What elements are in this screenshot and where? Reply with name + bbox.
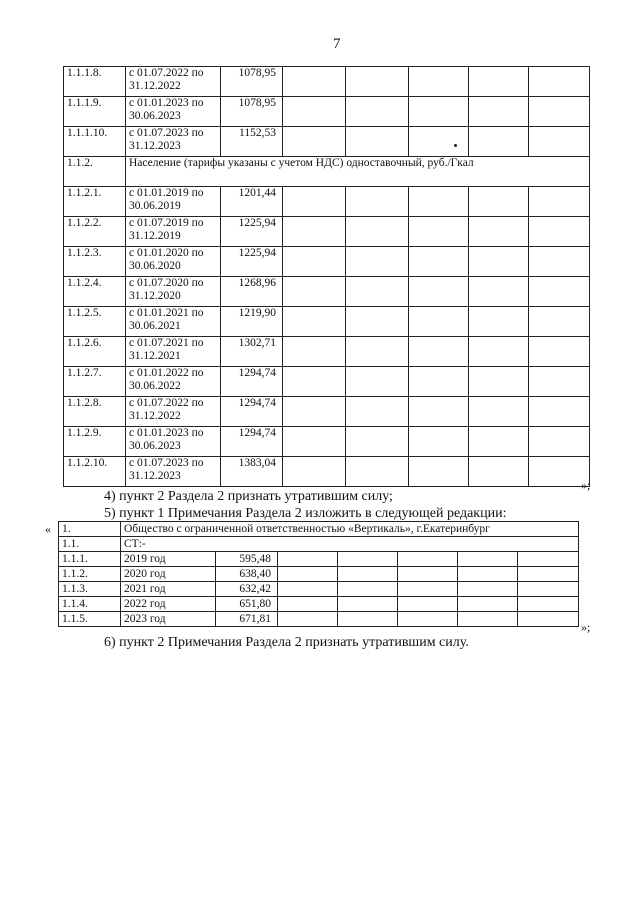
row-value: 1294,74 — [221, 427, 283, 457]
empty-cell — [529, 427, 590, 457]
empty-cell — [469, 307, 529, 337]
empty-cell — [409, 127, 469, 157]
table-row — [59, 612, 579, 627]
table2-close-quote: »; — [581, 620, 591, 634]
empty-cell — [409, 337, 469, 367]
table-row — [64, 337, 590, 367]
empty-cell — [409, 67, 469, 97]
empty-cell — [338, 597, 398, 612]
empty-cell — [409, 397, 469, 427]
empty-cell — [469, 367, 529, 397]
table-row — [64, 187, 590, 217]
empty-cell — [346, 217, 409, 247]
paragraph-4: 4) пункт 2 Раздела 2 признать утратившим силу; — [104, 489, 393, 504]
empty-cell — [338, 582, 398, 597]
row-code: 1.1.2. — [59, 567, 121, 582]
tariff-table — [63, 66, 590, 487]
row-code: 1.1.2.2. — [64, 217, 126, 247]
table-row — [59, 597, 579, 612]
empty-cell — [529, 367, 590, 397]
row-year: 2022 год — [121, 597, 216, 612]
row-value: 1294,74 — [221, 397, 283, 427]
empty-cell — [409, 97, 469, 127]
empty-cell — [469, 127, 529, 157]
empty-cell — [283, 217, 346, 247]
empty-cell — [529, 187, 590, 217]
org-sub-row — [59, 537, 579, 552]
empty-cell — [398, 567, 458, 582]
empty-cell — [346, 97, 409, 127]
row-period: с 01.01.2023 по 30.06.2023 — [126, 427, 221, 457]
row-code: 1.1.2.1. — [64, 187, 126, 217]
empty-cell — [518, 597, 579, 612]
org-header-row — [59, 522, 579, 537]
table-row — [64, 367, 590, 397]
empty-cell — [469, 427, 529, 457]
empty-cell — [469, 277, 529, 307]
empty-cell — [283, 187, 346, 217]
row-value: 1078,95 — [221, 67, 283, 97]
row-period: с 01.07.2022 по 31.12.2022 — [126, 397, 221, 427]
empty-cell — [469, 67, 529, 97]
empty-cell — [469, 247, 529, 277]
row-period: с 01.07.2019 по 31.12.2019 — [126, 217, 221, 247]
empty-cell — [529, 277, 590, 307]
empty-cell — [283, 427, 346, 457]
row-value: 1302,71 — [221, 337, 283, 367]
table-row — [64, 277, 590, 307]
empty-cell — [278, 597, 338, 612]
table-row — [64, 397, 590, 427]
row-value: 1383,04 — [221, 457, 283, 487]
empty-cell — [518, 612, 579, 627]
empty-cell — [529, 97, 590, 127]
empty-cell — [283, 67, 346, 97]
organization-table — [58, 521, 579, 627]
row-period: с 01.01.2023 по 30.06.2023 — [126, 97, 221, 127]
row-value: 1225,94 — [221, 247, 283, 277]
empty-cell — [283, 397, 346, 427]
empty-cell — [518, 567, 579, 582]
row-period: с 01.01.2019 по 30.06.2019 — [126, 187, 221, 217]
table-row — [64, 67, 590, 97]
paragraph-6: 6) пункт 2 Примечания Раздела 2 признать утратившим силу. — [104, 635, 469, 650]
table-row — [64, 457, 590, 487]
empty-cell — [346, 247, 409, 277]
row-value: 595,48 — [216, 552, 278, 567]
empty-cell — [338, 612, 398, 627]
empty-cell — [529, 127, 590, 157]
row-period: с 01.07.2020 по 31.12.2020 — [126, 277, 221, 307]
empty-cell — [346, 307, 409, 337]
empty-cell — [278, 567, 338, 582]
section-label: Население (тарифы указаны с учетом НДС) одноставочный, руб./Гкал — [126, 157, 590, 187]
table-row — [59, 552, 579, 567]
empty-cell — [283, 367, 346, 397]
row-code: 1.1.5. — [59, 612, 121, 627]
empty-cell — [346, 457, 409, 487]
empty-cell — [398, 597, 458, 612]
table-row — [64, 427, 590, 457]
row-period: с 01.01.2021 по 30.06.2021 — [126, 307, 221, 337]
empty-cell — [346, 127, 409, 157]
sub-code: 1.1. — [59, 537, 121, 552]
empty-cell — [346, 67, 409, 97]
empty-cell — [409, 427, 469, 457]
row-period: с 01.07.2022 по 31.12.2022 — [126, 67, 221, 97]
row-year: 2021 год — [121, 582, 216, 597]
empty-cell — [283, 97, 346, 127]
row-year: 2020 год — [121, 567, 216, 582]
empty-cell — [529, 217, 590, 247]
row-value: 1201,44 — [221, 187, 283, 217]
row-value: 651,80 — [216, 597, 278, 612]
table-row — [59, 582, 579, 597]
empty-cell — [409, 217, 469, 247]
empty-cell — [409, 367, 469, 397]
row-code: 1.1.3. — [59, 582, 121, 597]
row-code: 1.1.2.6. — [64, 337, 126, 367]
stray-dot — [454, 144, 457, 147]
empty-cell — [278, 552, 338, 567]
empty-cell — [283, 457, 346, 487]
empty-cell — [469, 457, 529, 487]
empty-cell — [409, 277, 469, 307]
row-value: 1268,96 — [221, 277, 283, 307]
row-year: 2019 год — [121, 552, 216, 567]
empty-cell — [409, 247, 469, 277]
table-row — [64, 307, 590, 337]
page-number: 7 — [333, 36, 341, 52]
row-code: 1.1.1. — [59, 552, 121, 567]
empty-cell — [469, 187, 529, 217]
empty-cell — [398, 612, 458, 627]
row-year: 2023 год — [121, 612, 216, 627]
empty-cell — [338, 567, 398, 582]
table-row — [59, 567, 579, 582]
empty-cell — [346, 337, 409, 367]
row-value: 638,40 — [216, 567, 278, 582]
empty-cell — [283, 307, 346, 337]
empty-cell — [338, 552, 398, 567]
table1-close-quote: »; — [581, 478, 591, 492]
row-code: 1.1.2.8. — [64, 397, 126, 427]
table-row — [64, 127, 590, 157]
empty-cell — [409, 307, 469, 337]
row-code: 1.1.4. — [59, 597, 121, 612]
empty-cell — [458, 552, 518, 567]
empty-cell — [518, 552, 579, 567]
row-value: 1078,95 — [221, 97, 283, 127]
row-code: 1.1.2.9. — [64, 427, 126, 457]
org-code: 1. — [59, 522, 121, 537]
empty-cell — [529, 247, 590, 277]
empty-cell — [469, 97, 529, 127]
empty-cell — [346, 187, 409, 217]
empty-cell — [529, 307, 590, 337]
row-period: с 01.07.2021 по 31.12.2021 — [126, 337, 221, 367]
empty-cell — [458, 612, 518, 627]
empty-cell — [458, 582, 518, 597]
empty-cell — [346, 397, 409, 427]
empty-cell — [283, 277, 346, 307]
row-value: 1225,94 — [221, 217, 283, 247]
empty-cell — [458, 597, 518, 612]
empty-cell — [398, 582, 458, 597]
row-period: с 01.07.2023 по 31.12.2023 — [126, 127, 221, 157]
empty-cell — [283, 337, 346, 367]
paragraph-5: 5) пункт 1 Примечания Раздела 2 изложить в следующей редакции: — [104, 506, 507, 521]
row-period: с 01.01.2022 по 30.06.2022 — [126, 367, 221, 397]
empty-cell — [278, 582, 338, 597]
empty-cell — [409, 187, 469, 217]
empty-cell — [283, 127, 346, 157]
empty-cell — [469, 397, 529, 427]
row-value: 1152,53 — [221, 127, 283, 157]
table-row — [64, 247, 590, 277]
empty-cell — [278, 612, 338, 627]
empty-cell — [398, 552, 458, 567]
org-name: Общество с ограниченной ответственностью «Вертикаль», г.Екатеринбург — [121, 522, 579, 537]
row-code: 1.1.1.10. — [64, 127, 126, 157]
row-code: 1.1.2.5. — [64, 307, 126, 337]
row-code: 1.1.2.7. — [64, 367, 126, 397]
empty-cell — [518, 582, 579, 597]
empty-cell — [409, 457, 469, 487]
section-row — [64, 157, 590, 187]
row-value: 1294,74 — [221, 367, 283, 397]
empty-cell — [529, 67, 590, 97]
row-code: 1.1.2.4. — [64, 277, 126, 307]
row-code: 1.1.1.9. — [64, 97, 126, 127]
row-value: 1219,90 — [221, 307, 283, 337]
table-row — [64, 217, 590, 247]
table2-open-quote: « — [45, 522, 51, 536]
row-code: 1.1.2.10. — [64, 457, 126, 487]
empty-cell — [346, 427, 409, 457]
empty-cell — [469, 217, 529, 247]
empty-cell — [458, 567, 518, 582]
row-code: 1.1.2.3. — [64, 247, 126, 277]
empty-cell — [529, 337, 590, 367]
sub-label: СТ:- — [121, 537, 579, 552]
empty-cell — [529, 397, 590, 427]
empty-cell — [346, 367, 409, 397]
row-period: с 01.07.2023 по 31.12.2023 — [126, 457, 221, 487]
row-value: 632,42 — [216, 582, 278, 597]
empty-cell — [469, 337, 529, 367]
empty-cell — [283, 247, 346, 277]
row-period: с 01.01.2020 по 30.06.2020 — [126, 247, 221, 277]
row-code: 1.1.1.8. — [64, 67, 126, 97]
section-code: 1.1.2. — [64, 157, 126, 187]
table-row — [64, 97, 590, 127]
row-value: 671,81 — [216, 612, 278, 627]
empty-cell — [346, 277, 409, 307]
